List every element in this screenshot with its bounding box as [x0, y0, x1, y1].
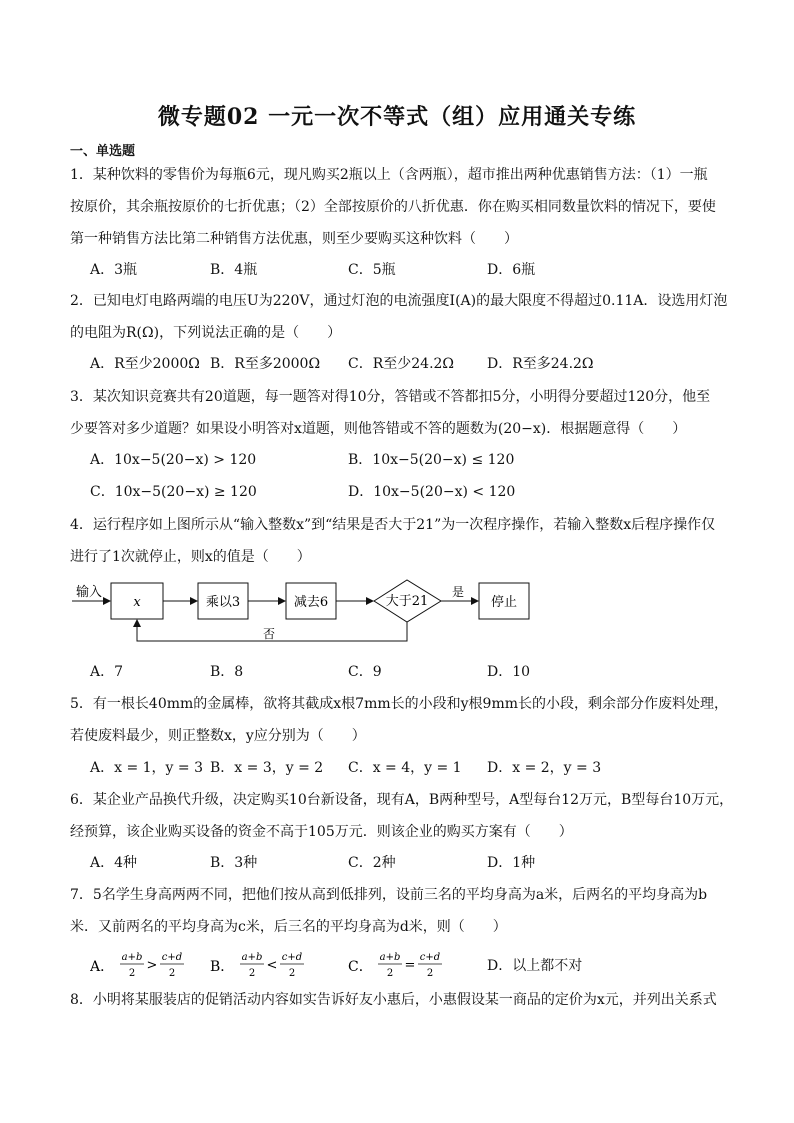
q1-line1: 1．某种饮料的零售价为每瓶6元，现凡购买2瓶以上（含两瓶），超市推出两种优惠销售方法：（1）一瓶	[70, 167, 708, 183]
flow-decision-label: 大于21	[385, 594, 429, 609]
q6-line2: 经预算，该企业购买设备的资金不高于105万元．则该企业的购买方案有（ ）	[70, 824, 573, 840]
q7-line1: 7．5名学生身高两两不同，把他们按从高到低排列，设前三名的平均身高为a米，后两名的平均身高为b	[70, 887, 708, 903]
svg-text:>: >	[146, 958, 158, 973]
q7-option-d: D．以上都不对	[487, 958, 583, 974]
q1-option-c: C．5瓶	[348, 262, 396, 278]
q4-option-a: A．7	[90, 664, 124, 680]
q5-option-b: B．x = 3，y = 2	[210, 760, 324, 776]
svg-text:B．: B．	[210, 959, 235, 975]
q3-option-c: C．10x−5(20−x) ≥ 120	[90, 484, 257, 500]
q6-option-d: D．1种	[487, 855, 536, 871]
q4-option-b: B．8	[210, 664, 244, 680]
svg-text:<: <	[266, 958, 278, 973]
q5-option-a: A．x = 1，y = 3	[90, 760, 203, 776]
svg-text:2: 2	[128, 968, 136, 979]
q3-line2: 少要答对多少道题？如果设小明答对x道题，则他答错或不答的题数为(20−x)．根据题意得（ ）	[70, 421, 687, 437]
q2-option-a: A．R至少2000Ω	[90, 356, 200, 372]
q1-line3: 第一种销售方法比第二种销售方法优惠，则至少要购买这种饮料（ ）	[70, 231, 518, 247]
flow-subtract-label: 减去6	[293, 595, 329, 610]
q6-option-b: B．3种	[210, 855, 258, 871]
page-title: 微专题02 一元一次不等式（组）应用通关专练	[157, 104, 637, 130]
svg-text:2: 2	[386, 968, 394, 979]
flow-yes-label: 是	[452, 585, 465, 599]
q3-option-b: B．10x−5(20−x) ≤ 120	[348, 452, 515, 468]
q1-option-a: A．3瓶	[90, 262, 138, 278]
svg-text:c+d: c+d	[161, 952, 183, 963]
svg-text:c+d: c+d	[419, 952, 441, 963]
q4-flowchart	[70, 575, 550, 645]
flow-input-label: 输入	[76, 585, 103, 600]
q1-line2: 按原价，其余瓶按原价的七折优惠；（2）全部按原价的八折优惠．你在购买相同数量饮料的情况下，要使	[70, 199, 716, 215]
q3-option-d: D．10x−5(20−x) < 120	[348, 484, 516, 500]
flow-stop-label: 停止	[490, 595, 518, 610]
q8-line1: 8．小明将某服装店的促销活动内容如实告诉好友小惠后，小惠假设某一商品的定价为x元，并列出关系式	[70, 992, 717, 1008]
flow-x-label: x	[133, 595, 141, 610]
q4-line1: 4．运行程序如上图所示从“输入整数x”到“结果是否大于21”为一次程序操作，若输入整数x后程序操作仅	[70, 517, 716, 533]
q4-option-d: D．10	[487, 664, 531, 680]
q7-option-c	[348, 948, 458, 982]
q1-option-d: D．6瓶	[487, 262, 536, 278]
q7-option-b	[210, 948, 320, 982]
svg-text:2: 2	[248, 968, 256, 979]
q5-line2: 若使废料最少，则正整数x，y应分别为（ ）	[70, 728, 366, 744]
q7-line2: 米．又前两名的平均身高为c米，后三名的平均身高为d米，则（ ）	[70, 919, 507, 935]
svg-text:C．: C．	[348, 959, 373, 975]
svg-text:A．: A．	[90, 959, 115, 975]
q5-option-c: C．x = 4，y = 1	[348, 760, 462, 776]
svg-text:=: =	[404, 958, 416, 973]
q6-option-c: C．2种	[348, 855, 396, 871]
svg-text:2: 2	[288, 968, 296, 979]
q1-option-b: B．4瓶	[210, 262, 258, 278]
svg-text:a+b: a+b	[379, 952, 401, 963]
flow-multiply-label: 乘以3	[205, 595, 241, 610]
svg-text:c+d: c+d	[281, 952, 303, 963]
q6-option-a: A．4种	[90, 855, 138, 871]
q5-line1: 5．有一根长40mm的金属棒，欲将其截成x根7mm长的小段和y根9mm长的小段，剩余部分作废料处理，	[70, 696, 728, 712]
q2-line1: 2．已知电灯电路两端的电压U为220V，通过灯泡的电流强度I(A)的最大限度不得超过0.11A．设选用灯泡	[70, 293, 728, 309]
q2-option-d: D．R至多24.2Ω	[487, 356, 594, 372]
q3-line1: 3．某次知识竞赛共有20道题，每一题答对得10分，答错或不答都扣5分，小明得分要超过120分，他至	[70, 389, 711, 405]
q5-option-d: D．x = 2，y = 3	[487, 760, 602, 776]
q2-line2: 的电阻为R(Ω)，下列说法正确的是（ ）	[70, 325, 342, 341]
q3-option-a: A．10x−5(20−x) > 120	[90, 452, 257, 468]
q2-option-c: C．R至少24.2Ω	[348, 356, 455, 372]
q4-option-c: C．9	[348, 664, 382, 680]
svg-text:a+b: a+b	[121, 952, 143, 963]
q6-line1: 6．某企业产品换代升级，决定购买10台新设备，现有A，B两种型号，A型每台12万元，B型每台10万元，	[70, 792, 734, 808]
q2-option-b: B．R至多2000Ω	[210, 356, 321, 372]
svg-text:2: 2	[168, 968, 176, 979]
section-heading: 一、单选题	[70, 144, 136, 159]
q4-line2: 进行了1次就停止，则x的值是（ ）	[70, 549, 311, 565]
svg-text:2: 2	[426, 968, 434, 979]
q7-option-a	[90, 948, 200, 982]
svg-text:a+b: a+b	[241, 952, 263, 963]
flow-no-label: 否	[263, 627, 276, 641]
